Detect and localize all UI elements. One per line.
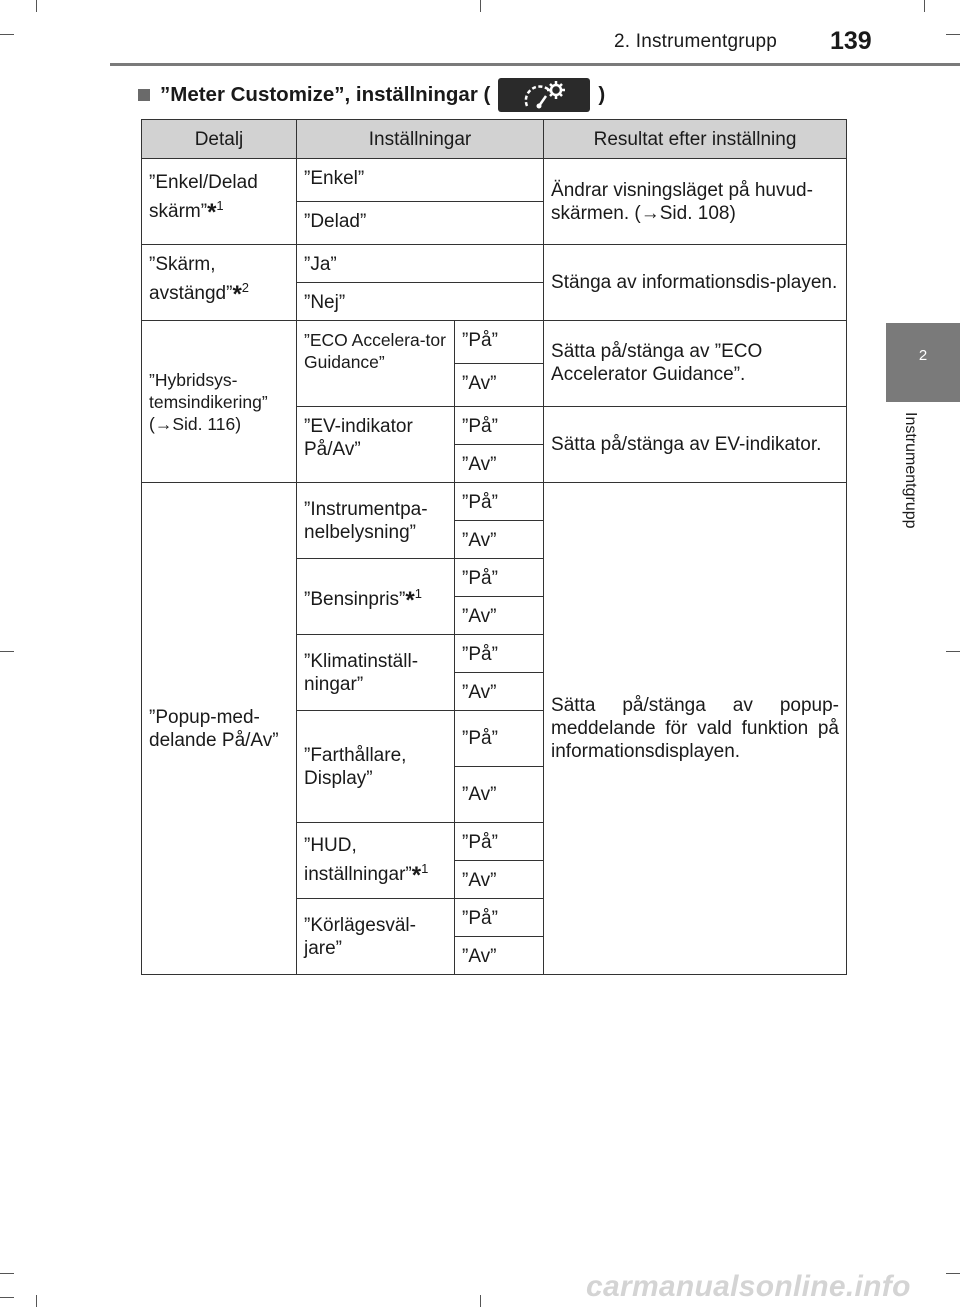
section-title-close: ) bbox=[598, 83, 606, 106]
option-off: ”Av” bbox=[455, 767, 544, 823]
settings-table bbox=[141, 119, 847, 975]
detail-text: ”Skärm, avstängd” bbox=[149, 254, 233, 304]
page-number: 139 bbox=[830, 27, 872, 55]
footnote-star: * bbox=[411, 862, 422, 889]
detail-cell: ”Hybridsys-temsindikering” (→Sid. 116) bbox=[142, 321, 297, 483]
header-result: Resultat efter inställning bbox=[544, 120, 847, 159]
option-cell: ”Nej” bbox=[297, 283, 544, 321]
section-title-text: ”Meter Customize”, inställningar ( bbox=[160, 83, 491, 106]
header-settings: Inställningar bbox=[297, 120, 544, 159]
table-row bbox=[142, 245, 847, 283]
detail-cell: ”Popup-med-delande På/Av” bbox=[142, 483, 297, 975]
table-row bbox=[142, 321, 847, 364]
option-on: ”På” bbox=[455, 711, 544, 767]
setting-cell: ”ECO Accelera-tor Guidance” bbox=[297, 321, 455, 407]
crop-mark bbox=[480, 1295, 481, 1307]
option-cell: ”Enkel” bbox=[297, 159, 544, 202]
watermark: carmanualsonline.info bbox=[586, 1270, 911, 1303]
option-off: ”Av” bbox=[455, 597, 544, 635]
option-off: ”Av” bbox=[455, 937, 544, 975]
setting-cell: ”EV-indikator På/Av” bbox=[297, 407, 455, 483]
option-on: ”På” bbox=[455, 823, 544, 861]
option-on: ”På” bbox=[455, 635, 544, 673]
option-off: ”Av” bbox=[455, 364, 544, 407]
option-off: ”Av” bbox=[455, 445, 544, 483]
crop-mark bbox=[946, 651, 960, 652]
crop-mark bbox=[0, 1273, 14, 1274]
detail-cell bbox=[142, 159, 297, 245]
result-cell: Sätta på/stänga av EV-indikator. bbox=[544, 407, 847, 483]
detail-cell bbox=[142, 245, 297, 321]
option-on: ”På” bbox=[455, 321, 544, 364]
crop-mark bbox=[36, 1295, 37, 1307]
crop-mark bbox=[924, 0, 925, 12]
result-cell: Sätta på/stänga av popup-meddelande för vald funktion på informationsdisplayen. bbox=[544, 483, 847, 975]
footnote-star: * bbox=[405, 586, 415, 614]
setting-text: ”HUD, inställningar” bbox=[304, 835, 412, 885]
section-title bbox=[138, 78, 605, 112]
bullet-square-icon bbox=[138, 89, 150, 101]
chapter-number: 2 bbox=[918, 347, 928, 364]
table-header-row bbox=[142, 120, 847, 159]
option-cell: ”Ja” bbox=[297, 245, 544, 283]
footnote-number: 1 bbox=[421, 861, 429, 876]
option-cell: ”Delad” bbox=[297, 202, 544, 245]
result-cell: Sätta på/stänga av ”ECO Accelerator Guidance”. bbox=[544, 321, 847, 407]
option-on: ”På” bbox=[455, 899, 544, 937]
chapter-label: Instrumentgrupp bbox=[902, 412, 919, 529]
crop-mark bbox=[0, 651, 14, 652]
setting-cell: ”Farthållare, Display” bbox=[297, 711, 455, 823]
option-on: ”På” bbox=[455, 483, 544, 521]
option-on: ”På” bbox=[455, 559, 544, 597]
footnote-number: 1 bbox=[216, 198, 224, 213]
option-off: ”Av” bbox=[455, 861, 544, 899]
footnote-star: * bbox=[207, 199, 217, 226]
header-section-title: 2. Instrumentgrupp bbox=[614, 31, 778, 52]
chapter-tab bbox=[886, 323, 960, 402]
setting-cell: ”Klimatinställ-ningar” bbox=[297, 635, 455, 711]
setting-cell bbox=[297, 559, 455, 635]
crop-mark bbox=[0, 34, 14, 35]
footnote-number: 1 bbox=[414, 585, 422, 601]
footnote-number: 2 bbox=[241, 280, 250, 295]
footnote-star: * bbox=[232, 281, 242, 308]
result-cell: Stänga av informationsdis-playen. bbox=[544, 245, 847, 321]
setting-cell bbox=[297, 823, 455, 899]
result-cell: Ändrar visningsläget på huvud-skärmen. (→Sid. 108) bbox=[544, 159, 847, 245]
crop-mark bbox=[0, 1297, 14, 1298]
setting-cell: ”Instrumentpa-nelbelysning” bbox=[297, 483, 455, 559]
detail-text: ”Enkel/Delad skärm” bbox=[149, 172, 258, 222]
table-row bbox=[142, 483, 847, 521]
crop-mark bbox=[946, 34, 960, 35]
setting-cell: ”Körlägesväl-jare” bbox=[297, 899, 455, 975]
header-detail: Detalj bbox=[142, 120, 297, 159]
option-off: ”Av” bbox=[455, 521, 544, 559]
option-off: ”Av” bbox=[455, 673, 544, 711]
setting-text: ”Bensinpris” bbox=[304, 588, 406, 610]
gauge-settings-icon bbox=[498, 78, 590, 112]
crop-mark bbox=[480, 0, 481, 12]
table-row bbox=[142, 159, 847, 202]
option-on: ”På” bbox=[455, 407, 544, 445]
crop-mark bbox=[946, 1273, 960, 1274]
header-rule bbox=[110, 63, 960, 66]
crop-mark bbox=[36, 0, 37, 12]
